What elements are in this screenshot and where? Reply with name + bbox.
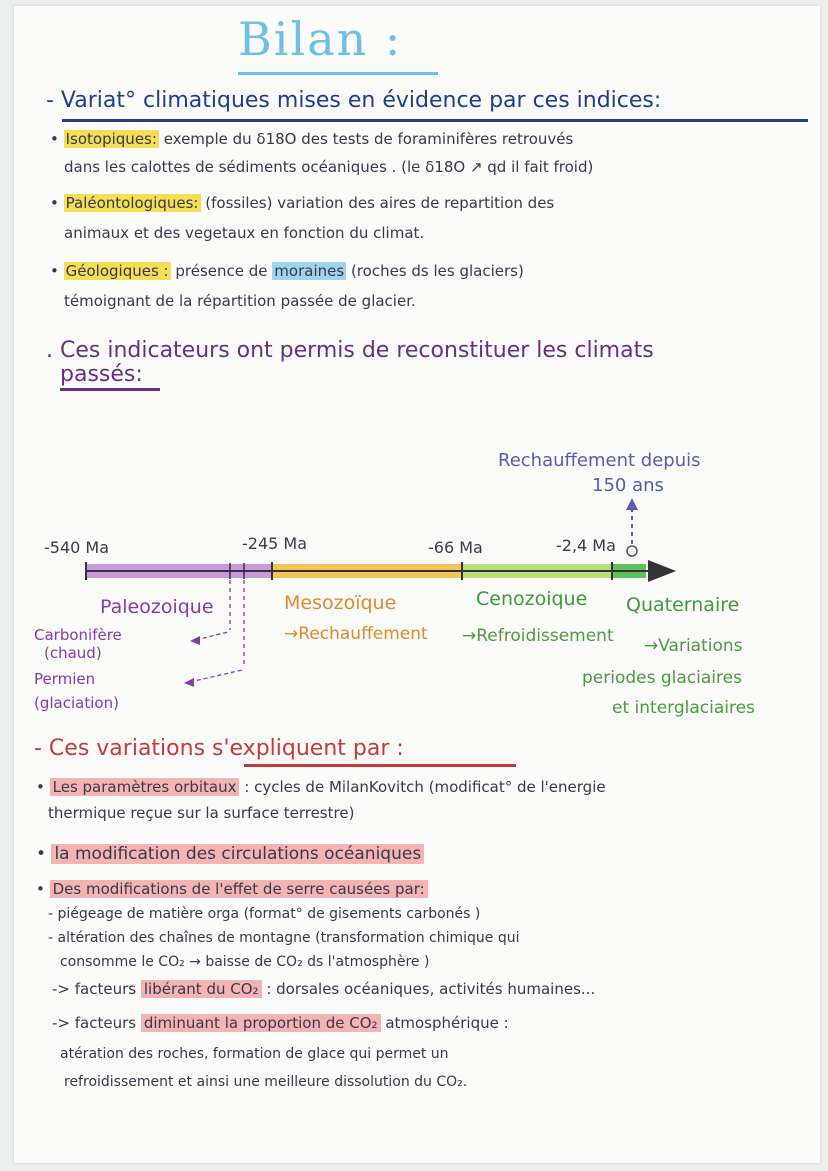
orbitaux-line1: : cycles de MilanKovitch (modificat° de l'energie (244, 778, 606, 796)
permien-label: Permien (34, 670, 96, 688)
bullet-geologiques: • Géologiques : présence de moraines (roches ds les glaciers) (50, 262, 524, 280)
item-effet-serre: • Des modifications de l'effet de serre causées par: (36, 880, 428, 898)
arrow1-highlight: libérant du CO₂ (141, 980, 262, 998)
moraines-highlight: moraines (274, 262, 345, 280)
arrow2-text: -> facteurs (52, 1014, 137, 1032)
isotopiques-line2: dans les calottes de sédiments océaniques . (le δ18O ↗ qd il fait froid) (64, 158, 594, 176)
section-heading-indices: - Variat° climatiques mises en évidence par ces indices: (46, 88, 662, 113)
tick-label-245: -245 Ma (242, 534, 308, 553)
heading-underline (244, 764, 516, 767)
note-cenozoic: →Refroidissement (462, 626, 614, 646)
effet-serre-sub2: - altération des chaînes de montagne (transformation chimique qui (48, 930, 520, 946)
warming-note-line2: 150 ans (592, 475, 664, 496)
geologiques-text-a: présence de (175, 262, 268, 280)
effet-serre-sub1: - piégeage de matière orga (format° de gisements carbonés ) (48, 906, 481, 922)
arrow1-rest: : dorsales océaniques, activités humaines... (266, 980, 596, 998)
bullet-isotopiques: • Isotopiques: exemple du δ18O des tests de foraminifères retrouvés (50, 130, 574, 148)
effet-serre-sub3: consomme le CO₂ → baisse de CO₂ ds l'atmosphère ) (60, 954, 430, 970)
orbitaux-line2: thermique reçue sur la surface terrestre) (48, 804, 355, 822)
era-paleozoic: Paleozoique (100, 596, 214, 618)
bullet-paleontologiques: • Paléontologiques: (fossiles) variation des aires de repartition des (50, 194, 555, 212)
arrow1-text: -> facteurs (52, 980, 137, 998)
label-paleontologiques: Paléontologiques: (65, 194, 199, 212)
section-heading-explications: - Ces variations s'expliquent par : (34, 736, 404, 761)
carbonifere-label: Carbonifère (34, 626, 122, 644)
conclusion-line2: refroidissement et ainsi une meilleure dissolution du CO₂. (64, 1074, 468, 1090)
conclusion-line1: atération des roches, formation de glace qui permet un (60, 1046, 449, 1062)
arrow2-rest: atmosphérique : (385, 1014, 509, 1032)
paleontologiques-line2: animaux et des vegetaux en fonction du climat. (64, 224, 425, 242)
arrow2-highlight: diminuant la proportion de CO₂ (141, 1014, 381, 1032)
geologiques-line2: témoignant de la répartition passée de glacier. (64, 292, 416, 310)
label-isotopiques: Isotopiques: (65, 130, 157, 148)
era-mesozoic: Mesozoïque (284, 592, 397, 614)
circulations-highlight: la modification des circulations océaniques (51, 844, 424, 864)
warming-note-line1: Rechauffement depuis (498, 450, 701, 471)
era-quaternary: Quaternaire (626, 594, 740, 616)
label-geologiques: Géologiques : (65, 262, 169, 280)
item-orbitaux: • Les paramètres orbitaux : cycles de MilanKovitch (modificat° de l'energie (36, 778, 606, 796)
note-quaternary-line1: →Variations (644, 636, 743, 656)
carbonifere-note: (chaud) (44, 644, 102, 662)
note-quaternary-line3: et interglaciaires (612, 698, 755, 718)
permien-note: (glaciation) (34, 694, 119, 712)
orbitaux-highlight: Les paramètres orbitaux (50, 778, 240, 796)
facteurs-liberant (52, 980, 595, 998)
tick-label-66: -66 Ma (428, 538, 483, 557)
item-circulations: • la modification des circulations océaniques (36, 844, 424, 864)
arrow-carbonifere (196, 632, 228, 640)
page-title: Bilan : (238, 12, 403, 66)
present-marker (627, 546, 637, 556)
paleontologiques-line1: (fossiles) variation des aires de repartition des (205, 194, 555, 212)
geologiques-text-b: (roches ds les glaciers) (350, 262, 524, 280)
tick-label-2-4: -2,4 Ma (556, 536, 616, 555)
section-heading-climats: . Ces indicateurs ont permis de reconstituer les climats (46, 338, 654, 363)
tick-label-540: -540 Ma (44, 538, 110, 557)
arrow-permien (190, 670, 242, 682)
isotopiques-line1: exemple du δ18O des tests de foraminifères retrouvés (163, 130, 574, 148)
section-heading-climats-line2: passés: (60, 362, 143, 387)
note-quaternary-line2: periodes glaciaires (582, 668, 742, 688)
warming-arrow-head (626, 498, 638, 510)
note-mesozoic: →Rechauffement (284, 624, 428, 644)
era-cenozoic: Cenozoique (476, 588, 588, 610)
effet-serre-highlight: Des modifications de l'effet de serre causées par: (50, 880, 428, 898)
facteurs-diminuant (52, 1014, 509, 1032)
timeline-arrow (648, 560, 676, 582)
